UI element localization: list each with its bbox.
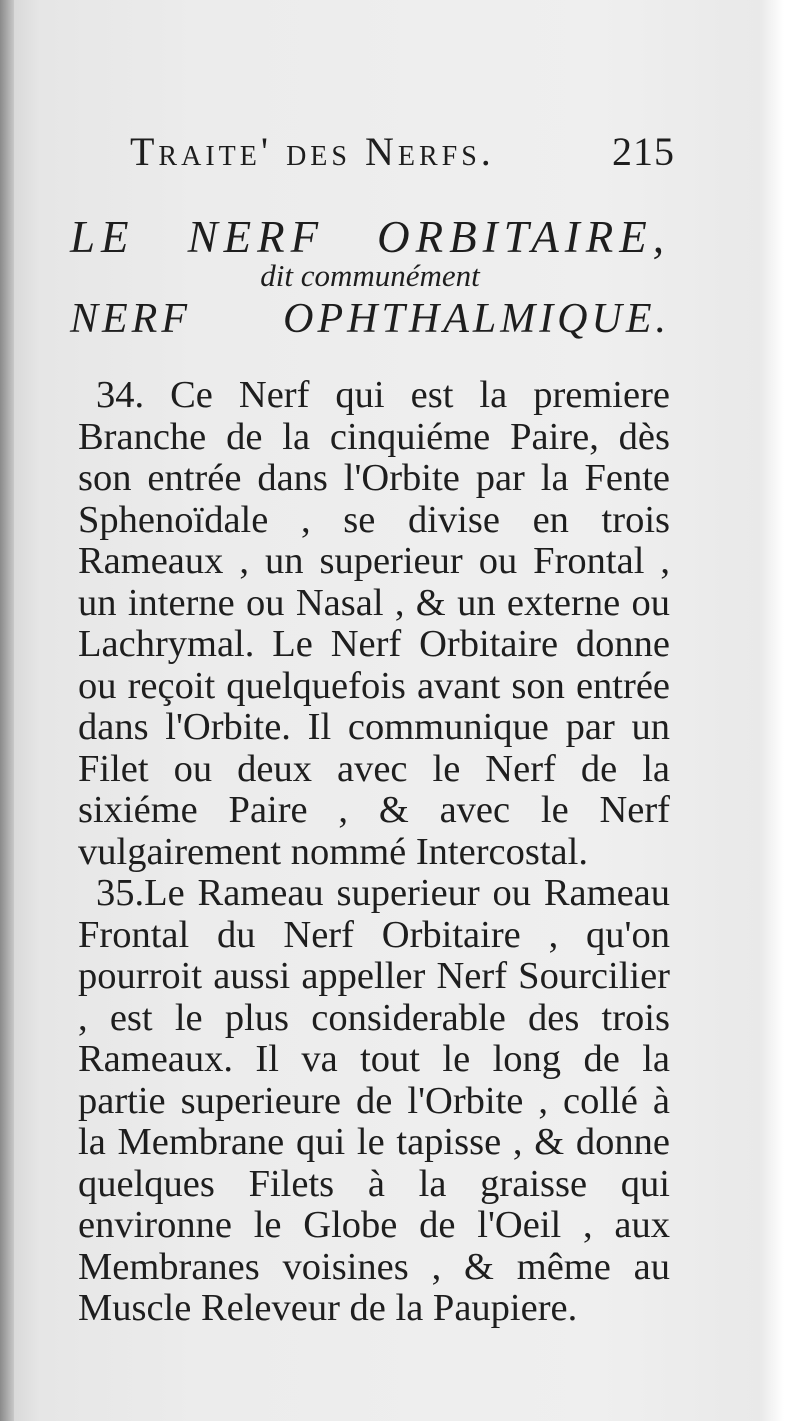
paragraph-34: 34. Ce Nerf qui est la premiere Branche de la cinquiéme Paire, dès son entrée dans l'Orbite par la Fente Sphenoïdale , se divise en trois Rameaux , un superieur ou Frontal , un interne ou Nasal , & un externe ou Lachrymal. Le Nerf Orbitaire donne ou reçoit quelquefois avant son entrée dans l'Orbite. Il communique par un Filet ou deux avec le Nerf de la sixiéme Paire , & avec le Nerf vulgairement nommé Intercostal. <box>78 374 670 873</box>
running-title: Traite' des Nerfs. <box>130 129 495 174</box>
body-text <box>78 375 670 1330</box>
running-header <box>130 128 675 176</box>
page-gutter-shadow <box>0 0 14 1421</box>
page-number: 215 <box>612 129 675 174</box>
section-heading: LE NERF ORBITAIRE, <box>70 212 670 262</box>
paragraph-35: 35.Le Rameau superieur ou Rameau Frontal du Nerf Orbitaire , qu'on pourroit aussi appeller Nerf Sourcilier , est le plus considerable des trois Rameaux. Il va tout le long de la partie superieure de l'Orbite , collé à la Membrane qui le tapisse , & donne quelques Filets à la graisse qui environne le Globe de l'Oeil , aux Membranes voisines , & même au Muscle Releveur de la Paupiere. <box>78 872 670 1329</box>
section-heading-alt: NERF OPHTHALMIQUE. <box>70 296 670 342</box>
section-subheading: dit communément <box>260 258 480 293</box>
